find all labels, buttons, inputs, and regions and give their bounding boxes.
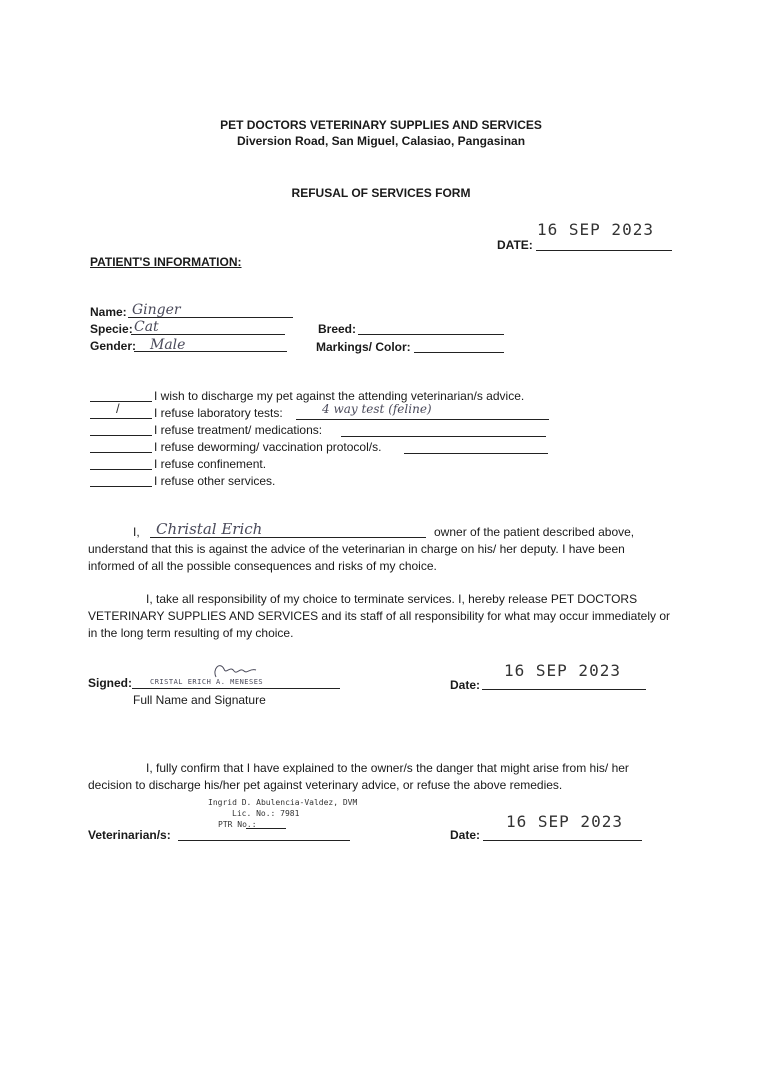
vet-stamp-name: Ingrid D. Abulencia-Valdez, DVM: [208, 798, 358, 807]
release-line2: VETERINARY SUPPLIES AND SERVICES and its staff of all responsibility for what may occur immediately or: [88, 609, 671, 623]
refusal-blank: [90, 401, 152, 402]
release-line1: I, take all responsibility of my choice to terminate services. I, hereby release PET DOCTORS: [146, 592, 638, 606]
statement-line2: understand that this is against the advice of the veterinarian in charge on his/ her deputy. I have been: [88, 542, 625, 556]
company-name: PET DOCTORS VETERINARY SUPPLIES AND SERVICES: [220, 118, 542, 132]
refusal-blank: [90, 452, 152, 453]
lab-tests-detail: 4 way test (feline): [322, 402, 432, 416]
veterinarian-line: [178, 840, 350, 841]
breed-label: Breed:: [318, 322, 357, 336]
owner-date-line: [482, 689, 646, 690]
refusal-discharge: I wish to discharge my pet against the attending veterinarian/s advice.: [154, 389, 525, 403]
statement-line1-suffix: owner of the patient described above,: [434, 525, 635, 539]
refusal-blank: [90, 435, 152, 436]
company-address: Diversion Road, San Miguel, Calasiao, Pangasinan: [236, 134, 526, 148]
vet-stamp-ptr: PTR No.:: [218, 820, 257, 829]
signed-label: Signed:: [88, 676, 132, 690]
patient-section-title: PATIENT'S INFORMATION:: [90, 255, 242, 269]
signed-line: [132, 688, 340, 689]
owner-name-line: [150, 537, 426, 538]
markings-line: [414, 352, 504, 353]
specie-value: Cat: [134, 319, 159, 335]
specie-line: [131, 334, 285, 335]
refusal-treatment: I refuse treatment/ medications:: [154, 423, 323, 437]
vet-stamp-license: Lic. No.: 7981: [232, 809, 300, 818]
breed-line: [358, 334, 504, 335]
refusal-other: I refuse other services.: [154, 474, 276, 488]
lab-tests-line: [296, 419, 549, 420]
refusal-blank: [90, 486, 152, 487]
release-line3: in the long term resulting of my choice.: [88, 626, 294, 640]
name-label: Name:: [90, 305, 127, 319]
signature-caption: Full Name and Signature: [133, 693, 266, 707]
form-title: REFUSAL OF SERVICES FORM: [291, 186, 471, 200]
refusal-lab-check-mark: /: [116, 401, 120, 416]
refusal-blank: [90, 469, 152, 470]
refusal-lab-tests: I refuse laboratory tests:: [154, 406, 283, 420]
refusal-deworming: I refuse deworming/ vaccination protocol/s.: [154, 440, 382, 454]
name-line: [128, 317, 293, 318]
owner-name-handwritten: Christal Erich: [156, 520, 263, 538]
vet-date-label: Date:: [450, 828, 481, 842]
top-date-line: [536, 250, 672, 251]
gender-value: Male: [150, 337, 186, 353]
vet-date-stamp: 16 SEP 2023: [506, 812, 623, 831]
deworming-line: [404, 453, 548, 454]
statement-line3: informed of all the possible consequences and risks of my choice.: [88, 559, 437, 573]
top-date-label: DATE:: [497, 238, 533, 252]
specie-label: Specie:: [90, 322, 133, 336]
statement-prefix: I,: [133, 525, 140, 539]
owner-date-stamp: 16 SEP 2023: [504, 661, 621, 680]
owner-date-label: Date:: [450, 678, 481, 692]
markings-label: Markings/ Color:: [316, 340, 411, 354]
treatment-line: [341, 436, 546, 437]
veterinarian-label: Veterinarian/s:: [88, 828, 171, 842]
refusal-blank: [90, 418, 152, 419]
gender-line: [134, 351, 287, 352]
vet-confirm-line1: I, fully confirm that I have explained to the owner/s the danger that might arise from his/ her: [146, 761, 629, 775]
vet-date-line: [483, 840, 642, 841]
refusal-confinement: I refuse confinement.: [154, 457, 267, 471]
gender-label: Gender:: [90, 339, 137, 353]
owner-printed-name: CRISTAL ERICH A. MENESES: [150, 678, 264, 686]
vet-stamp-ptr-line: [246, 828, 286, 829]
vet-confirm-line2: decision to discharge his/her pet against veterinary advice, or refuse the above remedies.: [88, 778, 563, 792]
name-value: Ginger: [132, 302, 181, 318]
top-date-stamp: 16 SEP 2023: [537, 220, 654, 239]
